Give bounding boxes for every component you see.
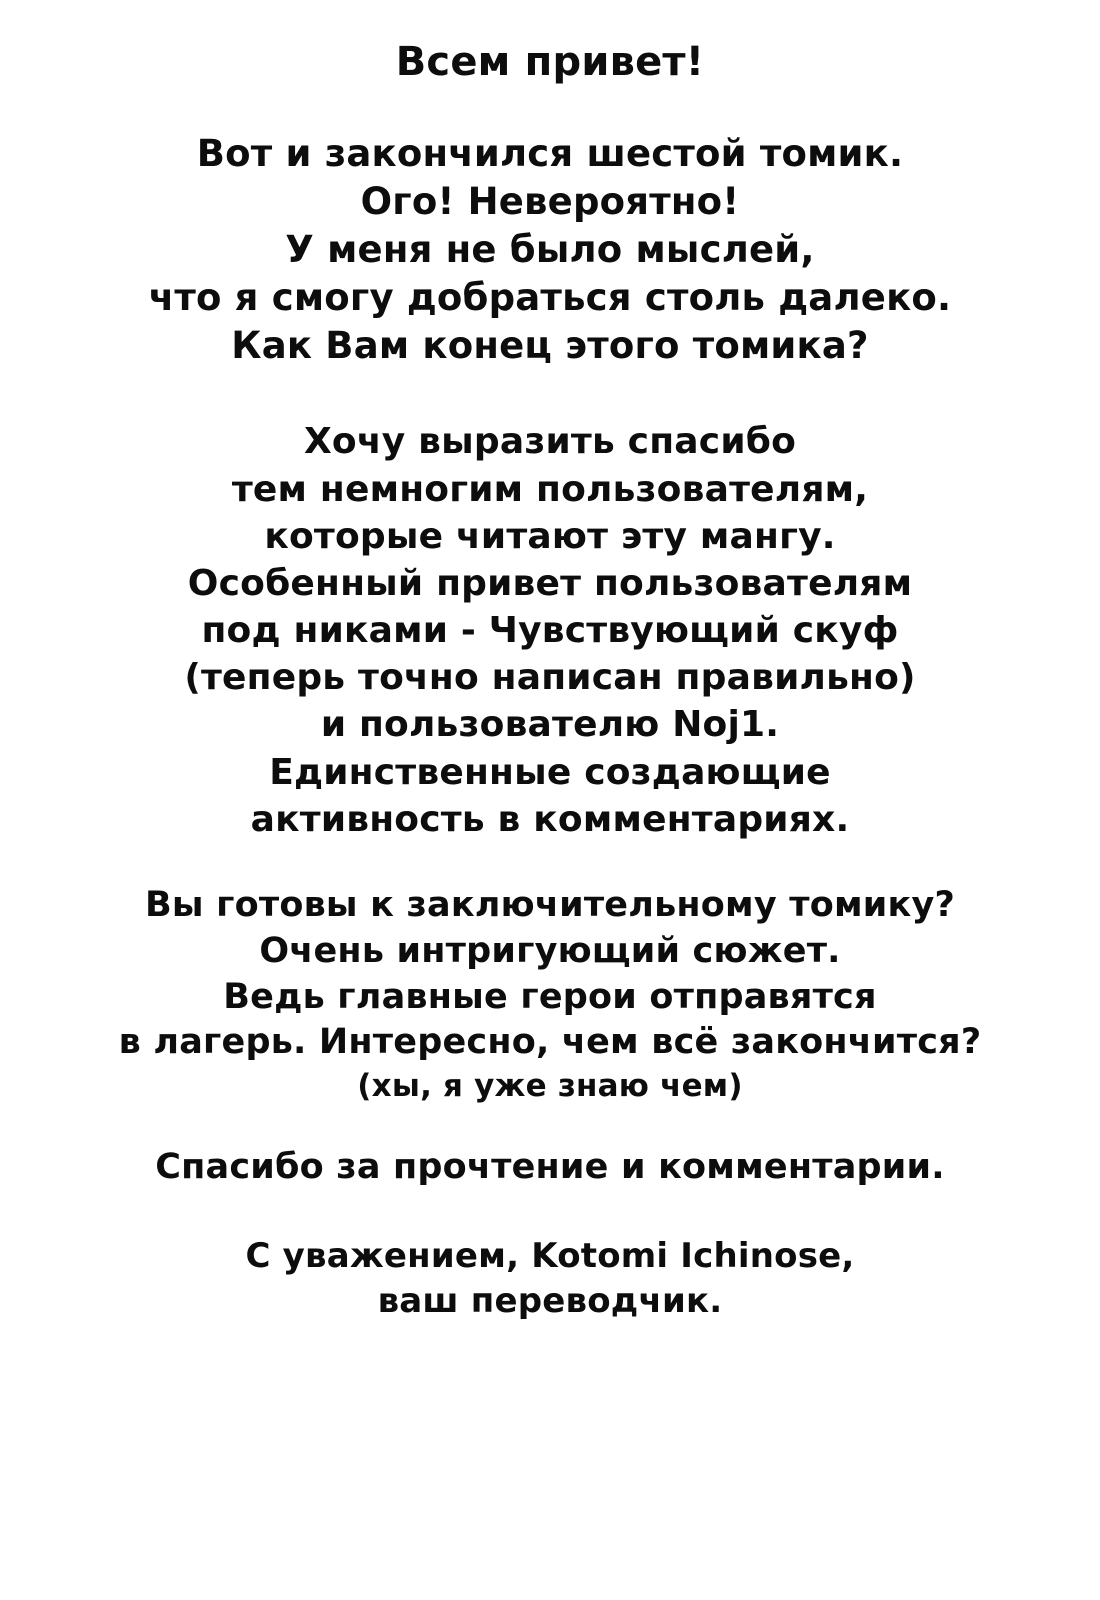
paragraph-line: Вы готовы к заключительному томику? xyxy=(145,884,955,925)
paragraph-line: Особенный привет пользователям xyxy=(187,562,913,604)
signature-block xyxy=(60,1234,1040,1324)
paragraph-line: активность в комментариях. xyxy=(250,798,850,840)
paragraph-line: Хочу выразить спасибо xyxy=(303,421,797,463)
paragraph-line: У меня не было мыслей, xyxy=(285,228,815,272)
paragraph-line: (хы, я уже знаю чем) xyxy=(357,1068,743,1105)
signature-line: ваш переводчик. xyxy=(377,1281,723,1322)
paragraph-line: под никами - Чувствующий скуф xyxy=(201,610,899,652)
paragraph-line: Очень интригующий сюжет. xyxy=(259,930,841,971)
paragraph-line: Как Вам конец этого томика? xyxy=(231,324,869,368)
paragraph-line: что я смогу добраться столь далеко. xyxy=(148,276,952,320)
paragraph-line: в лагерь. Интересно, чем всё закончится? xyxy=(118,1022,982,1063)
thanks-block xyxy=(60,1145,1040,1191)
paragraph-line: тем немногим пользователям, xyxy=(231,468,869,510)
paragraph-line: (теперь точно написан правильно) xyxy=(184,657,916,699)
greeting-line: Всем привет! xyxy=(395,39,705,85)
paragraph-line: Единственные создающие xyxy=(269,751,831,793)
paragraph-thanks-readers xyxy=(60,418,1040,842)
paragraph-line: Ведь главные герои отправятся xyxy=(223,976,877,1017)
thanks-line: Спасибо за прочтение и комментарии. xyxy=(155,1146,945,1187)
paragraph-line: Ого! Невероятно! xyxy=(360,180,740,224)
paragraph-volume-end xyxy=(60,130,1040,370)
paragraph-line: Вот и закончился шестой томик. xyxy=(196,132,904,175)
paragraph-line: которые читают эту мангу. xyxy=(264,515,836,557)
paragraph-line: и пользователю Noj1. xyxy=(320,704,780,746)
signature-line: С уважением, Kotomi Ichinose, xyxy=(245,1236,855,1277)
paragraph-next-volume xyxy=(60,883,1040,1107)
greeting-block xyxy=(60,36,1040,88)
